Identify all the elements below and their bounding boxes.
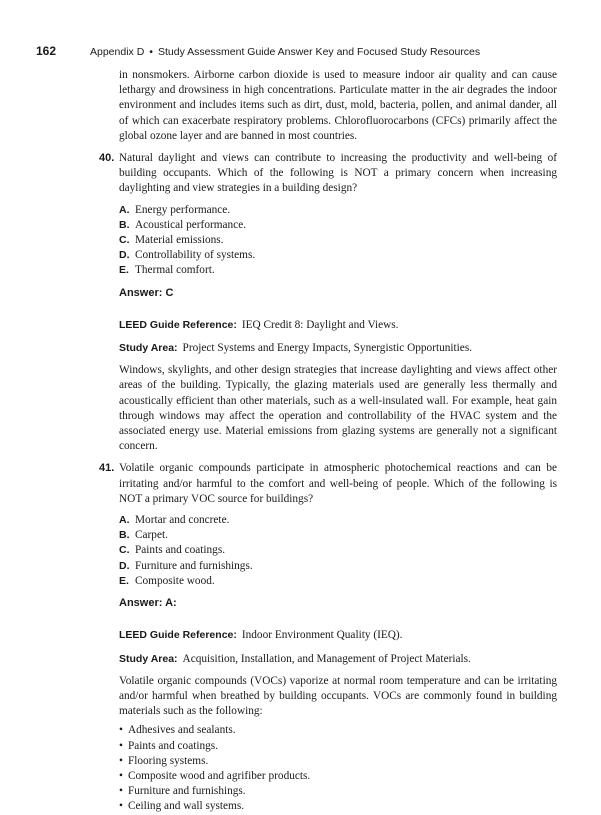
choice-text: Paints and coatings. [135, 544, 226, 557]
leed-guide-reference [119, 628, 557, 643]
answer-label: Answer: [119, 286, 163, 299]
voc-source-list [119, 723, 557, 814]
list-item: • Adhesives and sealants. [119, 723, 557, 738]
list-item: • Furniture and furnishings. [119, 784, 557, 799]
choice-text: Thermal comfort. [135, 264, 215, 277]
choice-text: Composite wood. [135, 574, 215, 587]
study-area-label: Study Area: [119, 652, 178, 665]
question-number: 40. [99, 152, 115, 165]
choice-text: Energy performance. [135, 203, 231, 216]
question-text: Natural daylight and views can contribute to increasing the productivity and well-being of building occupants. Which of the following is NOT a primary concern when increasing daylighting and view strategies in a building design? [119, 152, 557, 195]
choice-letter: C. [119, 234, 130, 247]
answer-line [119, 596, 557, 611]
choice-b [119, 218, 557, 233]
explanation-paragraph: Windows, skylights, and other design strategies that increase daylighting and views affect other areas of the building. Typically, the glazing materials used are generally less thermally and acoustically efficient than other materials, such as a well-insulated wall. For example, heat gain through windows may affect the operation and controllability of the HVAC system and the associated energy use. Material emissions from glazing systems are generally not a significant concern. [119, 364, 557, 453]
answer-choices [119, 203, 557, 279]
running-head-title: Study Assessment Guide Answer Key and Focused Study Resources [157, 46, 481, 58]
choice-letter: B. [119, 218, 130, 231]
study-area-label: Study Area: [119, 342, 178, 355]
choice-text: Furniture and furnishings. [135, 559, 253, 572]
running-head-section: Appendix D [90, 46, 145, 58]
intro-paragraph: in nonsmokers. Airborne carbon dioxide is used to measure indoor air quality and can cause lethargy and drowsiness in high concentrations. Particulate matter in the air degrades the indoor environment and includes items such as dirt, dust, mold, bacteria, pollen, and animal dander, all of which can exacerbate respiratory problems. Chlorofluorocarbons (CFCs) primarily affect the global ozone layer and are banned in most countries. [119, 69, 557, 142]
study-area-value: Project Systems and Energy Impacts, Synergistic Opportunities. [182, 342, 473, 355]
choice-text: Mortar and concrete. [135, 514, 230, 527]
question-stem [99, 461, 557, 507]
list-item: • Flooring systems. [119, 754, 557, 769]
choice-text: Acoustical performance. [135, 218, 247, 231]
choice-d [119, 559, 557, 574]
choice-letter: D. [119, 249, 130, 262]
choice-text: Material emissions. [135, 234, 224, 247]
list-item: • Composite wood and agrifiber products. [119, 769, 557, 784]
answer-value: A: [165, 597, 177, 610]
answer-value: C [165, 286, 174, 299]
choice-letter: A. [119, 514, 130, 527]
choice-a [119, 513, 557, 528]
choice-letter: B. [119, 529, 130, 542]
question-text: Volatile organic compounds participate in atmospheric photochemical reactions and can be irritating and/or harmful to the comfort and well-being of people. Which of the following is NOT a primary VOC source for buildings? [119, 462, 557, 505]
study-area-value: Acquisition, Installation, and Management of Project Materials. [182, 652, 471, 665]
leed-ref-value: Indoor Environment Quality (IEQ). [241, 629, 403, 642]
leed-guide-reference [119, 318, 557, 333]
question-40 [99, 151, 557, 454]
answer-choices [119, 513, 557, 589]
question-41 [99, 461, 557, 814]
choice-letter: A. [119, 203, 130, 216]
choice-b [119, 528, 557, 543]
choice-letter: E. [119, 574, 129, 587]
leed-ref-label: LEED Guide Reference: [119, 318, 237, 331]
page-number: 162 [36, 44, 57, 58]
choice-c [119, 543, 557, 558]
question-stem [99, 151, 557, 197]
page-header [36, 44, 571, 59]
choice-c [119, 233, 557, 248]
choice-d [119, 248, 557, 263]
page-body [99, 68, 557, 815]
study-area [119, 652, 557, 667]
choice-letter: C. [119, 544, 130, 557]
question-number: 41. [99, 462, 115, 475]
choice-letter: D. [119, 559, 130, 572]
list-item: • Paints and coatings. [119, 739, 557, 754]
study-area [119, 341, 557, 356]
answer-label: Answer: [119, 597, 163, 610]
choice-letter: E. [119, 264, 129, 277]
running-head-bullet: • [149, 46, 153, 58]
answer-line [119, 286, 557, 301]
explanation-paragraph: Volatile organic compounds (VOCs) vaporize at normal room temperature and can be irritating and/or harmful when breathed by building occupants. VOCs are commonly found in building materials such as the following: [119, 674, 557, 718]
list-item: • Ceiling and wall systems. [119, 799, 557, 814]
choice-e [119, 574, 557, 589]
leed-ref-label: LEED Guide Reference: [119, 629, 237, 642]
choice-text: Controllability of systems. [135, 249, 256, 262]
choice-a [119, 203, 557, 218]
choice-text: Carpet. [135, 529, 168, 542]
choice-e [119, 263, 557, 278]
leed-ref-value: IEQ Credit 8: Daylight and Views. [241, 318, 399, 331]
